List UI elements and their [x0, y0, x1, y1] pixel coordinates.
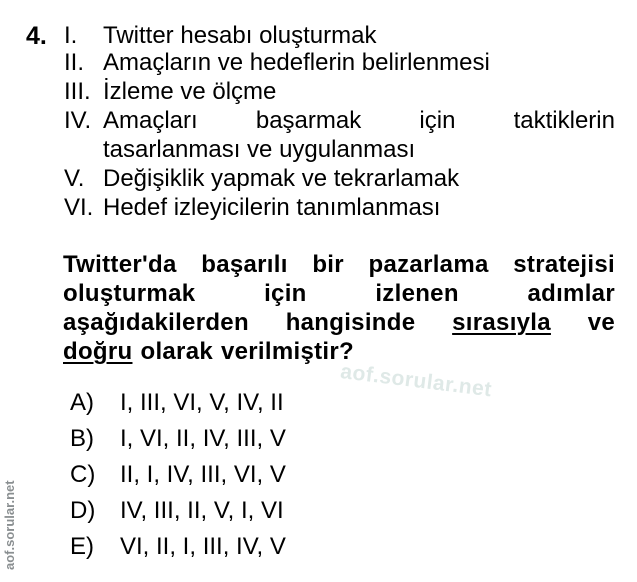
underlined-word: doğru	[63, 338, 133, 365]
word: verilmiştir?	[221, 338, 354, 365]
statement-text: Amaçların ve hedeflerin belirlenmesi	[103, 49, 490, 76]
prompt-line-4	[63, 337, 615, 367]
word: başarılı	[201, 251, 288, 278]
option-letter: B)	[70, 425, 94, 452]
statement-text: Hedef izleyicilerin tanımlanması	[103, 194, 441, 221]
option-e[interactable]	[70, 532, 286, 562]
statement-text: Değişiklik yapmak ve tekrarlamak	[103, 165, 460, 192]
word: Amaçları	[103, 107, 198, 134]
statement-roman: II.	[64, 49, 85, 76]
prompt-line-2	[63, 279, 615, 309]
word: oluşturmak	[63, 280, 196, 307]
word: taktiklerin	[513, 107, 615, 134]
word: için	[264, 280, 307, 307]
word: için	[419, 107, 456, 134]
statement-roman: IV.	[64, 107, 92, 134]
word: stratejisi	[513, 251, 615, 278]
option-text: I, VI, II, IV, III, V	[120, 425, 286, 452]
statement-1	[64, 21, 376, 51]
option-letter: C)	[70, 461, 96, 488]
option-text: I, III, VI, V, IV, II	[120, 389, 284, 416]
word: ve	[587, 309, 615, 336]
option-c[interactable]	[70, 460, 286, 490]
statement-roman: I.	[64, 22, 78, 49]
watermark-vertical: aof.sorular.net	[2, 480, 17, 570]
prompt-line-1	[63, 250, 615, 280]
option-text: II, I, IV, III, VI, V	[120, 461, 286, 488]
statement-roman: VI.	[64, 194, 94, 221]
word: Twitter'da	[63, 251, 177, 278]
statement-4-line-1	[103, 106, 615, 136]
option-text: VI, II, I, III, IV, V	[120, 533, 286, 560]
word: adımlar	[527, 280, 615, 307]
option-text: IV, III, II, V, I, VI	[120, 497, 284, 524]
word: olarak	[140, 338, 213, 365]
statement-6	[64, 193, 440, 223]
prompt-line-3	[63, 308, 615, 338]
statement-text: İzleme ve ölçme	[103, 78, 277, 105]
statement-text: Twitter hesabı oluşturmak	[103, 22, 377, 49]
option-d[interactable]	[70, 496, 284, 526]
option-letter: A)	[70, 389, 94, 416]
statement-2	[64, 48, 490, 78]
option-a[interactable]	[70, 388, 284, 418]
statement-5	[64, 164, 459, 194]
word: aşağıdakilerden	[63, 309, 249, 336]
option-letter: D)	[70, 497, 96, 524]
word: pazarlama	[368, 251, 489, 278]
statement-roman: V.	[64, 165, 85, 192]
statement-4	[64, 106, 103, 136]
option-b[interactable]	[70, 424, 286, 454]
word: izlenen	[375, 280, 459, 307]
statement-4-line-2: tasarlanması ve uygulanması	[103, 136, 416, 163]
statement-roman: III.	[64, 78, 91, 105]
underlined-word: sırasıyla	[452, 309, 551, 336]
word: başarmak	[255, 107, 362, 134]
word: hangisinde	[285, 309, 416, 336]
option-letter: E)	[70, 533, 94, 560]
statement-3	[64, 77, 276, 107]
watermark-diagonal: aof.sorular.net	[339, 360, 494, 402]
question-number: 4.	[26, 22, 47, 50]
word: bir	[312, 251, 344, 278]
